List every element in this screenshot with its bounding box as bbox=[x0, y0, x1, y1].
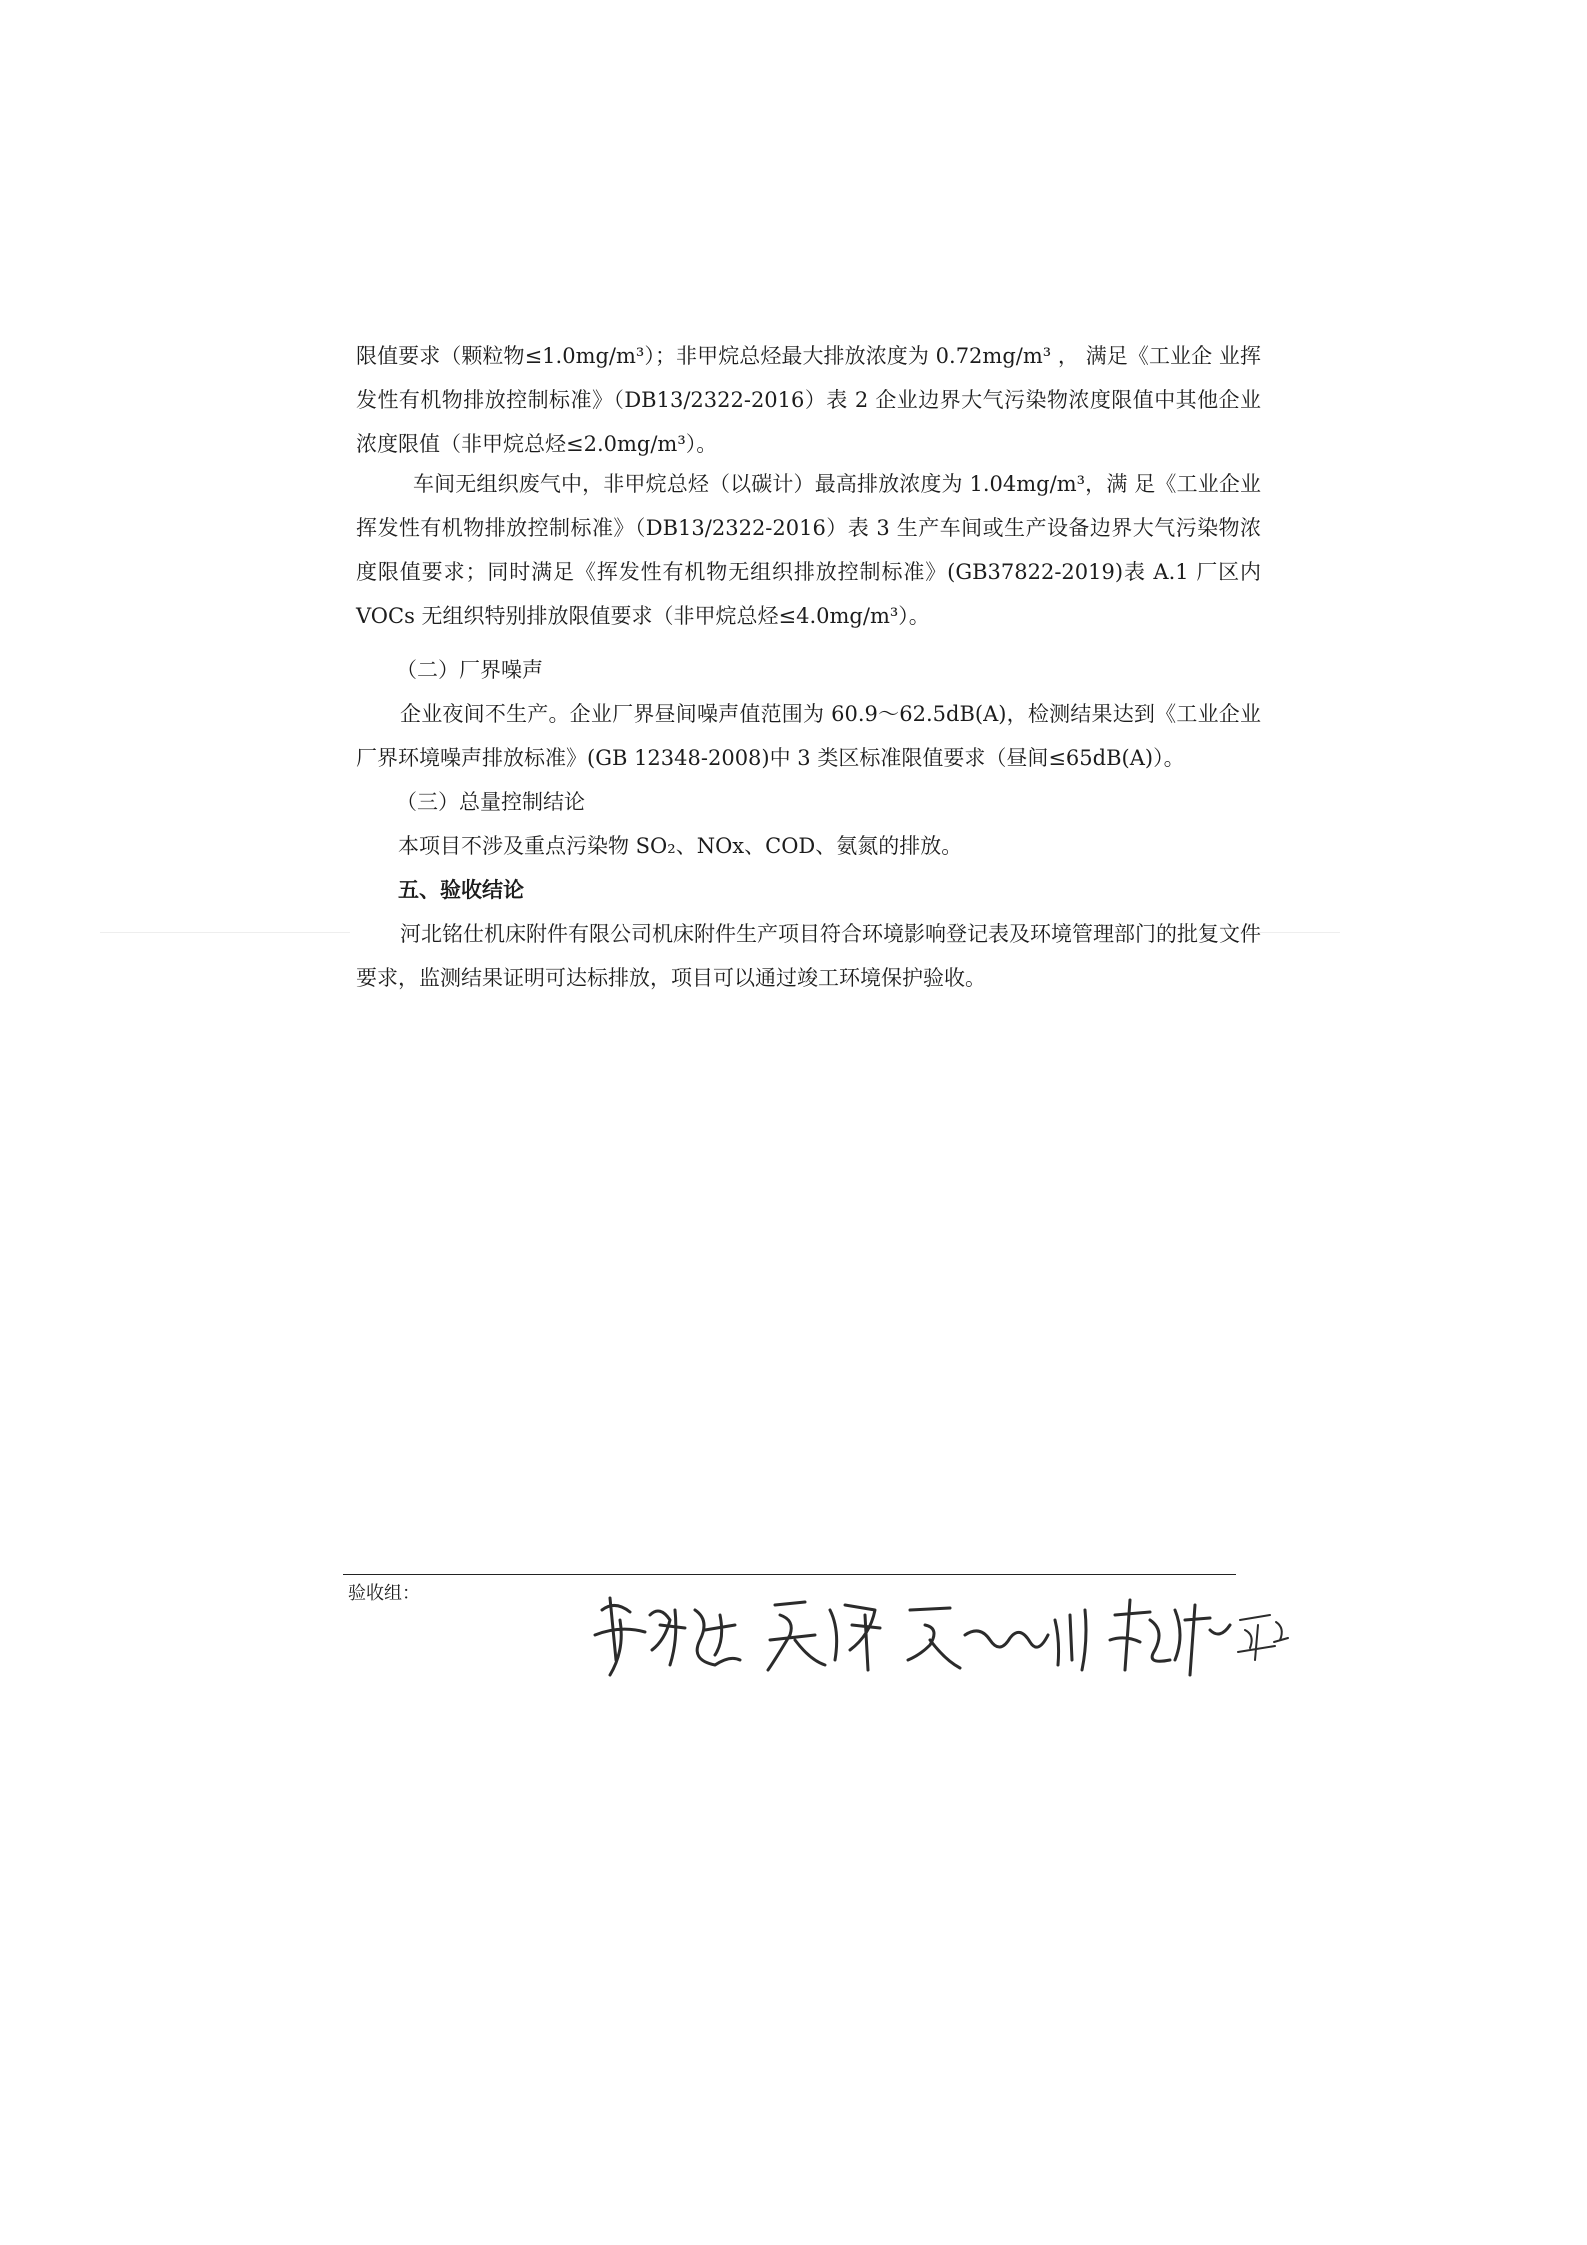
scan-artifact bbox=[100, 932, 350, 933]
paragraph-workshop-emissions bbox=[356, 462, 1261, 638]
signature-1 bbox=[595, 1598, 740, 1675]
acceptance-team-label: 验收组： bbox=[348, 1583, 420, 1604]
paragraph-conclusion bbox=[356, 912, 1261, 1000]
paragraph-noise-results bbox=[356, 692, 1261, 780]
paragraph-text: 河北铭仕机床附件有限公司机床附件生产项目符合环境影响登记表及环境管理部门的批复文件要求，监测结果证明可达标排放，项目可以通过竣工环境保护验收。 bbox=[356, 922, 1261, 990]
signature-2 bbox=[768, 1602, 880, 1670]
heading-total-control: （三）总量控制结论 bbox=[396, 790, 585, 814]
paragraph-text: 企业夜间不生产。企业厂界昼间噪声值范围为 60.9～62.5dB(A)，检测结果达到《工业企业厂界环境噪声排放标准》(GB 12348-2008)中 3 类区标准限值要求（昼间≤65dB(A)）。 bbox=[356, 702, 1261, 770]
signature-3 bbox=[908, 1608, 1086, 1670]
heading-acceptance-conclusion: 五、验收结论 bbox=[398, 877, 524, 902]
paragraph-emission-limits bbox=[356, 334, 1261, 466]
handwritten-signatures bbox=[590, 1580, 1290, 1690]
signature-5 bbox=[1238, 1615, 1288, 1660]
signature-4 bbox=[1110, 1600, 1230, 1675]
signature-rule bbox=[343, 1574, 1236, 1575]
paragraph-text: 车间无组织废气中，非甲烷总烃（以碳计）最高排放浓度为 1.04mg/m³，满 足《工业企业挥发性有机物排放控制标准》（DB13/2322-2016）表 3 生产车间或生产设备边界大气污染物浓度限值要求；同时满足《挥发性有机物无组织排放控制标准》(GB37822-2019)表 A.1 厂区内 VOCs 无组织特别排放限值要求（非甲烷总烃≤4.0mg/m³）。 bbox=[356, 472, 1261, 628]
paragraph-text: 限值要求（颗粒物≤1.0mg/m³）；非甲烷总烃最大排放浓度为 0.72mg/m³ ， 满足《工业企 业挥发性有机物排放控制标准》（DB13/2322-2016）表 2 企业边界大气污染物浓度限值中其他企业浓度限值（非甲烷总烃≤2.0mg/m³）。 bbox=[356, 344, 1261, 456]
heading-boundary-noise: （二）厂界噪声 bbox=[396, 658, 543, 682]
paragraph-pollutants: 本项目不涉及重点污染物 SO₂、NOx、COD、氨氮的排放。 bbox=[398, 834, 963, 858]
